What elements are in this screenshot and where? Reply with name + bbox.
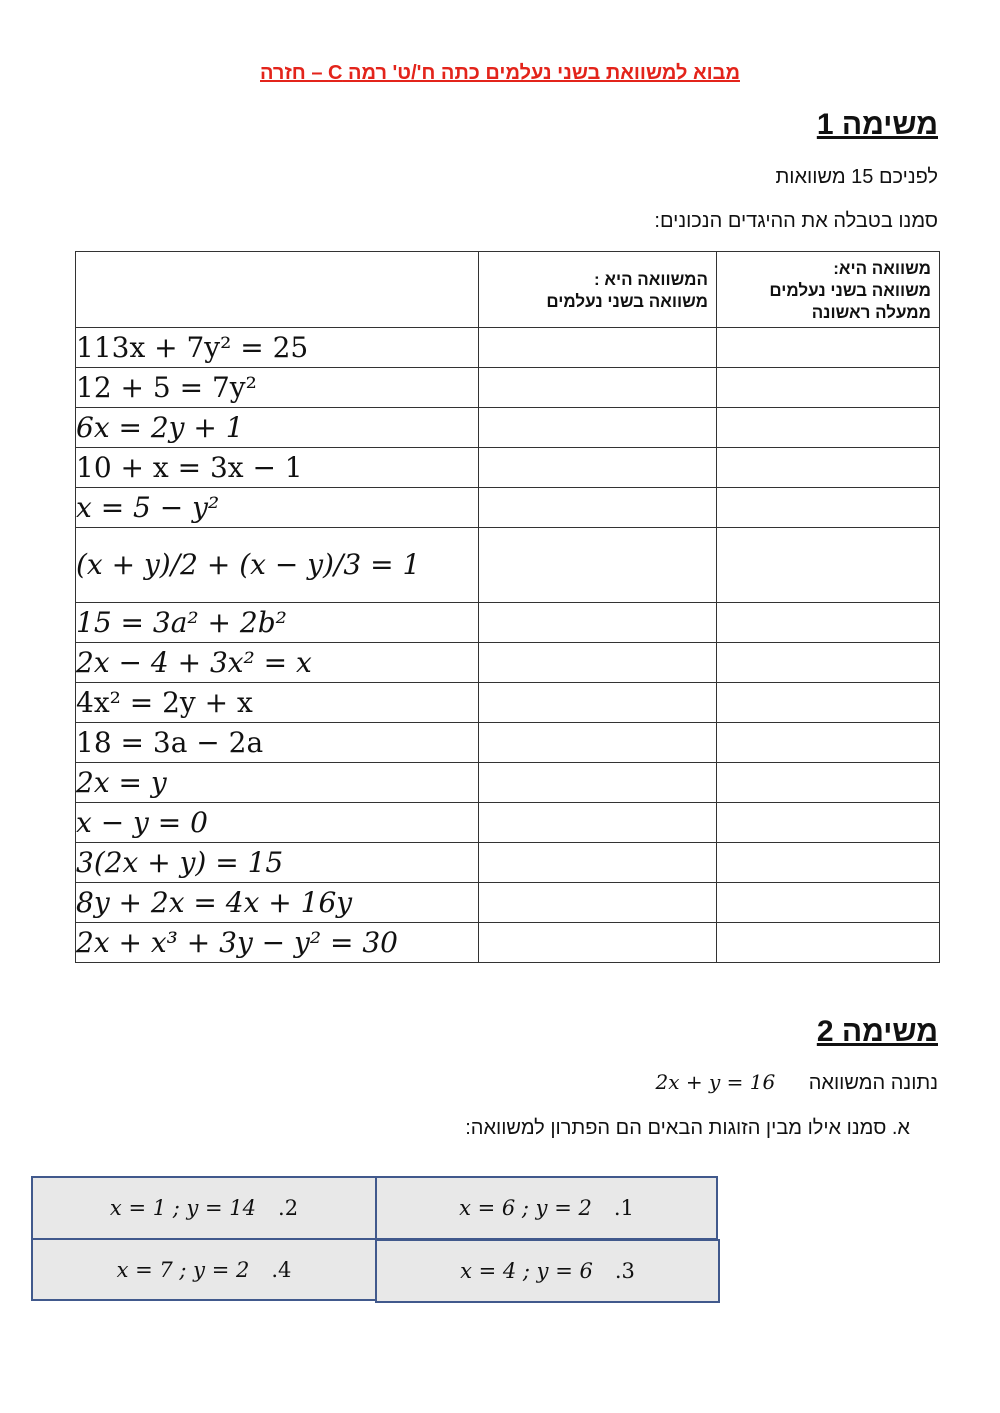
mark-cell-first-degree[interactable] (717, 683, 940, 723)
mark-cell-two-unknowns[interactable] (479, 603, 717, 643)
mark-cell-two-unknowns[interactable] (479, 408, 717, 448)
mark-cell-first-degree[interactable] (717, 923, 940, 963)
equation-12: x − y = 0 (76, 803, 479, 843)
equation-7: 15 = 3a² + 2b² (76, 603, 479, 643)
header-first-degree-line: משוואה בשני נעלמים (769, 281, 931, 300)
mark-cell-two-unknowns[interactable] (479, 763, 717, 803)
table-row (76, 408, 940, 448)
mark-cell-two-unknowns[interactable] (479, 803, 717, 843)
mark-cell-two-unknowns[interactable] (479, 448, 717, 488)
task2-given (655, 1070, 938, 1095)
table-row (76, 883, 940, 923)
header-two-unknowns (479, 252, 717, 328)
table-row (76, 643, 940, 683)
table-row (76, 448, 940, 488)
mark-cell-first-degree[interactable] (717, 883, 940, 923)
mark-cell-two-unknowns[interactable] (479, 883, 717, 923)
table-row (76, 803, 940, 843)
mark-cell-two-unknowns[interactable] (479, 368, 717, 408)
mark-cell-two-unknowns[interactable] (479, 843, 717, 883)
given-label: נתונה המשוואה (808, 1072, 938, 1094)
table-row (76, 603, 940, 643)
pair-number: .2 (278, 1196, 299, 1220)
mark-cell-two-unknowns[interactable] (479, 488, 717, 528)
page-title: מבוא למשוואת בשני נעלמים כתה ח'/ט' רמה C – חזרה (260, 62, 740, 84)
header-first-degree-line: משוואה היא: (833, 259, 931, 278)
header-equation-cell (76, 252, 479, 328)
pair-text: x = 6 ; y = 2 (459, 1196, 592, 1220)
mark-cell-first-degree[interactable] (717, 448, 940, 488)
equation-1: 113x + 7y² = 25 (76, 328, 479, 368)
table-row (76, 328, 940, 368)
pair-text: x = 1 ; y = 14 (109, 1196, 257, 1220)
equation-9: 4x² = 2y + x (76, 683, 479, 723)
mark-cell-first-degree[interactable] (717, 408, 940, 448)
table-row (76, 923, 940, 963)
mark-cell-first-degree[interactable] (717, 763, 940, 803)
header-first-degree (717, 252, 940, 328)
pair-number: .3 (614, 1259, 635, 1283)
equation-8: 2x − 4 + 3x² = x (76, 643, 479, 683)
equation-4: 10 + x = 3x − 1 (76, 448, 479, 488)
pair-option-4[interactable] (31, 1238, 377, 1301)
mark-cell-two-unknowns[interactable] (479, 923, 717, 963)
pair-option-2[interactable] (31, 1176, 377, 1240)
mark-cell-two-unknowns[interactable] (479, 328, 717, 368)
mark-cell-two-unknowns[interactable] (479, 683, 717, 723)
equation-14: 8y + 2x = 4x + 16y (76, 883, 479, 923)
pair-number: .1 (613, 1196, 634, 1220)
task1-intro: לפניכם 15 משוואות (775, 166, 938, 188)
mark-cell-first-degree[interactable] (717, 328, 940, 368)
task2-heading: משימה 2 (816, 1015, 938, 1048)
table-row (76, 488, 940, 528)
equation-11: 2x = y (76, 763, 479, 803)
table-row (76, 723, 940, 763)
table-row (76, 763, 940, 803)
pair-text: x = 7 ; y = 2 (116, 1257, 250, 1282)
mark-cell-two-unknowns[interactable] (479, 723, 717, 763)
pair-option-1[interactable] (375, 1176, 718, 1240)
task1-instruction: סמנו בטבלה את ההיגדים הנכונים: (654, 210, 938, 232)
table-header-row (76, 252, 940, 328)
given-equation: 2x + y = 16 (655, 1070, 776, 1094)
pair-number: .4 (271, 1257, 292, 1282)
table-row (76, 528, 940, 603)
mark-cell-first-degree[interactable] (717, 643, 940, 683)
mark-cell-two-unknowns[interactable] (479, 528, 717, 603)
table-row (76, 683, 940, 723)
header-two-unknowns-line: המשוואה היא : (593, 270, 708, 289)
equation-15: 2x + x³ + 3y − y² = 30 (76, 923, 479, 963)
mark-cell-first-degree[interactable] (717, 368, 940, 408)
table-row (76, 843, 940, 883)
mark-cell-two-unknowns[interactable] (479, 643, 717, 683)
equation-3: 6x = 2y + 1 (76, 408, 479, 448)
equation-2: 12 + 5 = 7y² (76, 368, 479, 408)
mark-cell-first-degree[interactable] (717, 843, 940, 883)
mark-cell-first-degree[interactable] (717, 528, 940, 603)
mark-cell-first-degree[interactable] (717, 488, 940, 528)
equation-13: 3(2x + y) = 15 (76, 843, 479, 883)
mark-cell-first-degree[interactable] (717, 603, 940, 643)
task2-question: א. סמנו אילו מבין הזוגות הבאים הם הפתרון למשוואה: (465, 1117, 910, 1139)
header-first-degree-line: ממעלה ראשונה (811, 303, 931, 322)
equation-5: x = 5 − y² (76, 488, 479, 528)
mark-cell-first-degree[interactable] (717, 803, 940, 843)
mark-cell-first-degree[interactable] (717, 723, 940, 763)
equations-table (75, 251, 940, 963)
equation-10: 18 = 3a − 2a (76, 723, 479, 763)
task1-heading: משימה 1 (816, 108, 938, 141)
equation-6: (x + y)/2 + (x − y)/3 = 1 (76, 528, 479, 603)
header-two-unknowns-line: משוואה בשני נעלמים (546, 292, 708, 311)
pair-option-3[interactable] (375, 1239, 720, 1303)
table-row (76, 368, 940, 408)
pair-text: x = 4 ; y = 6 (460, 1259, 593, 1283)
